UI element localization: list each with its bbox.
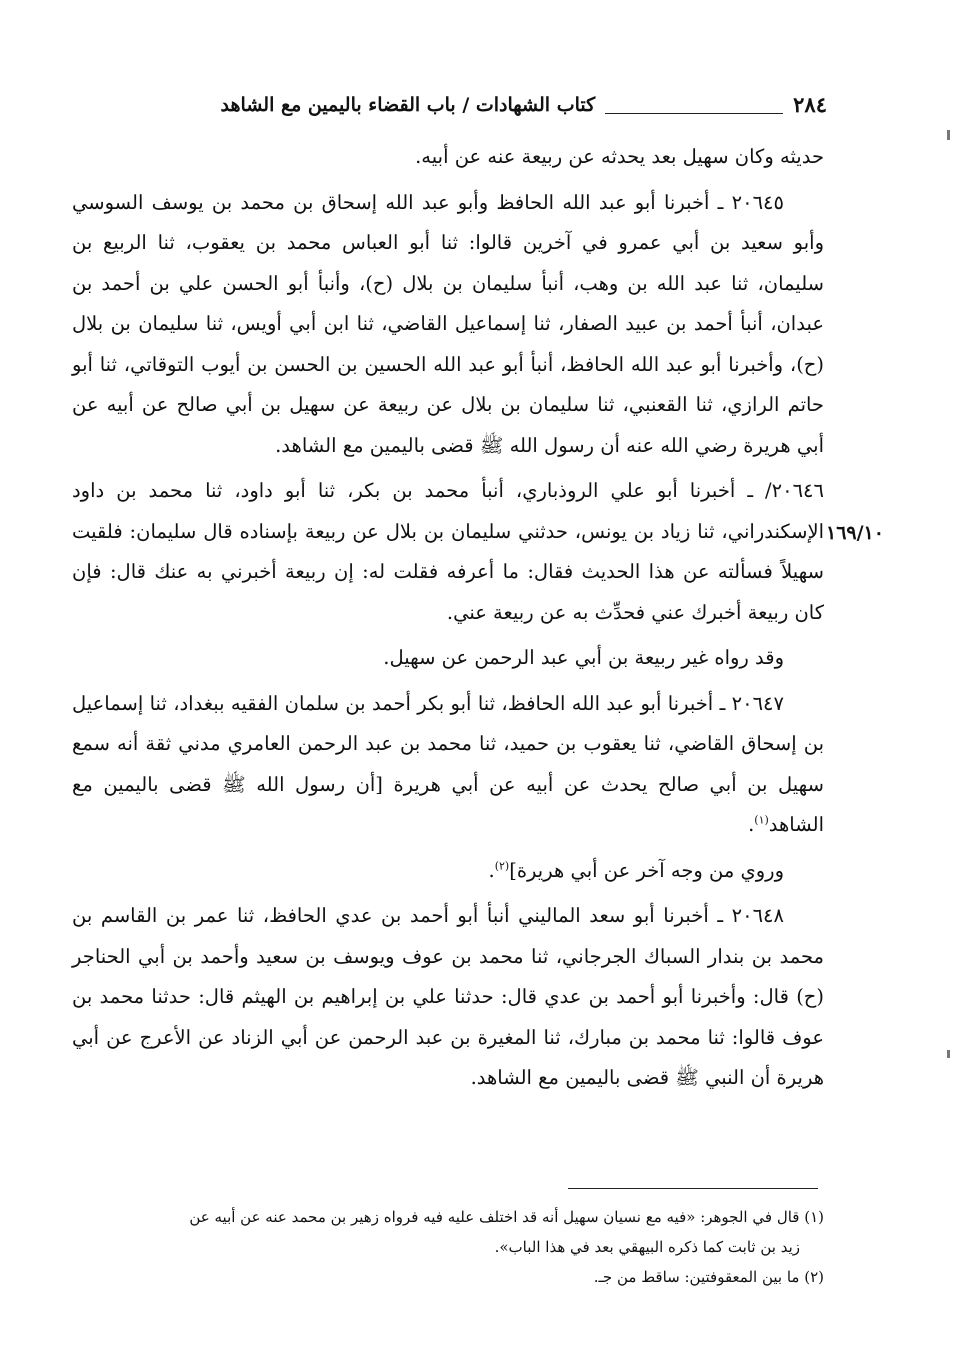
footnote-1-text: (١) قال في الجوهر: «فيه مع نسيان سهيل أنه قد اختلف عليه فيه فرواه زهير بن محمد عنه عن أبيه عن bbox=[189, 1208, 824, 1226]
footnote-ref-1: (١) bbox=[754, 813, 769, 827]
header-rule bbox=[605, 113, 783, 114]
header-title: كتاب الشهادات / باب القضاء باليمين مع الشاهد bbox=[220, 94, 596, 116]
hadith-20645: ٢٠٦٤٥ ـ أخبرنا أبو عبد الله الحافظ وأبو عبد الله إسحاق بن محمد بن يوسف السوسي وأبو سعيد بن أبي عمرو في آخرين قالوا: ثنا أبو العباس محمد بن يعقوب، ثنا الربيع بن سليمان، ثنا عبد الله بن وهب، أنبأ سليمان بن بلال (ح)، وأنبأ أبو الحسن علي بن أحمد بن عبدان، أنبأ أحمد بن عبيد الصفار، ثنا إسماعيل القاضي، ثنا ابن أبي أويس، ثنا سليمان بن بلال (ح)، وأخبرنا أبو عبد الله الحافظ، أنبأ أبو عبد الله الحسين بن الحسن بن أيوب التوقاتي، ثنا أبو حاتم الرازي، ثنا القعنبي، ثنا سليمان بن بلال عن ربيعة عن سهيل بن أبي صالح عن أبيه عن أبي هريرة رضي الله عنه أن رسول الله ﷺ قضى باليمين مع الشاهد. bbox=[72, 190, 824, 457]
footnote-1 bbox=[72, 1202, 824, 1262]
narration-note-2 bbox=[72, 851, 824, 892]
hadith-20647-text: ٢٠٦٤٧ ـ أخبرنا أبو عبد الله الحافظ، ثنا أبو بكر أحمد بن سلمان الفقيه ببغداد، ثنا إسماعيل بن إسحاق القاضي، ثنا يعقوب بن حميد، ثنا محمد بن عبد الرحمن العامري مدني ثقة أنه سمع سهيل بن أبي صالح يحدث عن أبيه عن أبي هريرة [أن رسول الله ﷺ قضى باليمين مع الشاهد bbox=[72, 691, 824, 836]
hadith-20646: ٢٠٦٤٦/ ـ أخبرنا أبو علي الروذباري، أنبأ محمد بن بكر، ثنا أبو داود، ثنا محمد بن داود الإسكندراني، ثنا زياد بن يونس، حدثني سليمان بن بلال عن ربيعة بإسناده قال سليمان: فلقيت سهيلاً فسألته عن هذا الحديث فقال: ما أعرفه فقلت له: إن ربيعة أخبرني به عنك قال: فإن كان ربيعة أخبرك عني فحدِّث به عن ربيعة عني. bbox=[72, 479, 824, 624]
narration-note: وقد رواه غير ربيعة بن أبي عبد الرحمن عن سهيل. bbox=[383, 646, 784, 669]
narration-note-2-end: . bbox=[488, 858, 495, 882]
hadith-20648: ٢٠٦٤٨ ـ أخبرنا أبو سعد الماليني أنبأ أبو أحمد بن عدي الحافظ، ثنا عمر بن القاسم بن محمد بن بندار السباك الجرجاني، ثنا محمد بن عوف ويوسف بن سعيد وأحمد بن أبي الحناجر (ح) قال: وأخبرنا أبو أحمد بن عدي قال: حدثنا علي بن إبراهيم بن الهيثم قال: حدثنا محمد بن عوف قالوا: ثنا محمد بن مبارك، ثنا المغيرة بن عبد الرحمن عن أبي الزناد عن الأعرج عن أبي هريرة أن النبي ﷺ قضى باليمين مع الشاهد. bbox=[72, 904, 824, 1089]
footnotes bbox=[72, 1202, 824, 1292]
main-text bbox=[72, 137, 824, 1104]
margin-reference: ١٦٩/١٠ bbox=[826, 522, 884, 544]
hadith-20647 bbox=[72, 684, 824, 846]
running-header bbox=[70, 86, 827, 120]
scan-edge-mark bbox=[947, 1050, 950, 1058]
scan-edge-mark bbox=[947, 130, 950, 140]
footnote-ref-2: (٢) bbox=[494, 859, 510, 872]
page-number: ٢٨٤ bbox=[793, 92, 827, 117]
footnote-2 bbox=[72, 1262, 824, 1292]
footnote-2-text: (٢) ما بين المعقوفتين: ساقط من جـ. bbox=[593, 1268, 824, 1286]
footnote-separator bbox=[568, 1188, 818, 1189]
narration-note-2-text: وروي من وجه آخر عن أبي هريرة] bbox=[509, 858, 784, 882]
paragraph-continuation: حديثه وكان سهيل بعد يحدثه عن ربيعة عنه عن أبيه. bbox=[415, 145, 824, 168]
hadith-20647-end: . bbox=[748, 813, 755, 836]
footnote-1-continuation: زيد بن ثابت كما ذكره البيهقي بعد في هذا الباب». bbox=[494, 1238, 800, 1256]
